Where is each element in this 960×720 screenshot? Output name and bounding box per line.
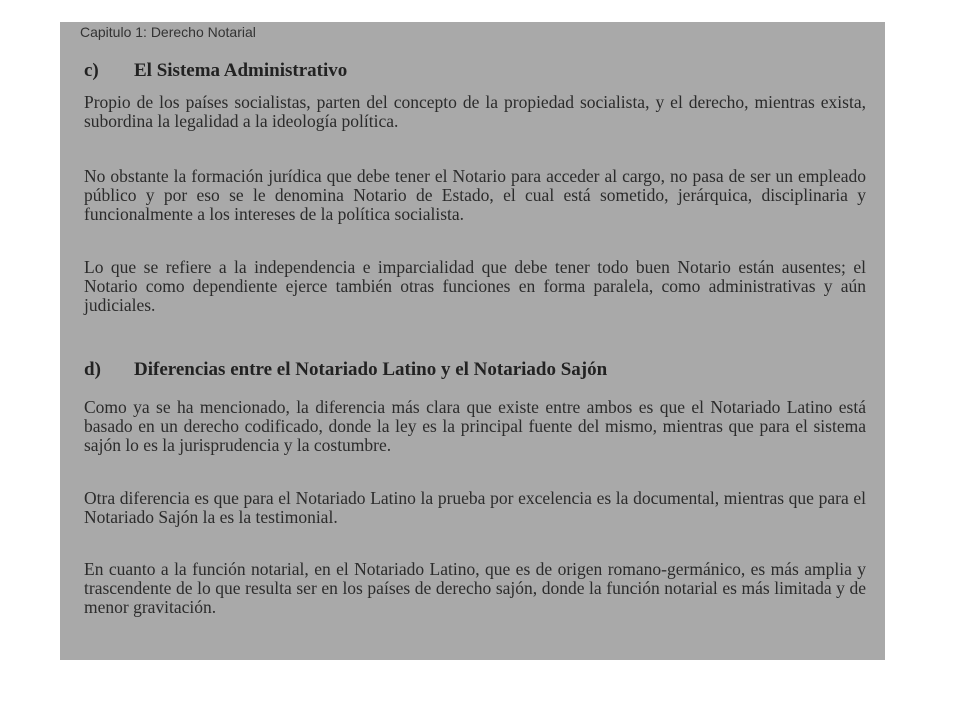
section-d-heading bbox=[84, 359, 607, 381]
section-d-title: Diferencias entre el Notariado Latino y el Notariado Sajón bbox=[134, 359, 608, 380]
section-d-letter: d) bbox=[84, 359, 101, 380]
section-c-title: El Sistema Administrativo bbox=[134, 60, 348, 81]
section-c-letter: c) bbox=[84, 60, 99, 81]
scanned-page bbox=[60, 22, 885, 660]
section-d-paragraph-3: En cuanto a la función notarial, en el Notariado Latino, que es de origen romano-germánico, es más amplia y trascendente de lo que resulta ser en los países de derecho sajón, donde la función notarial es más limitada y de menor gravitación. bbox=[84, 559, 866, 618]
section-d-paragraph-2: Otra diferencia es que para el Notariado Latino la prueba por excelencia es la documental, mientras que para el Notariado Sajón la es la testimonial. bbox=[84, 488, 866, 528]
section-c-paragraph-2: No obstante la formación jurídica que debe tener el Notario para acceder al cargo, no pasa de ser un empleado público y por eso se le denomina Notario de Estado, el cual está sometido, jerárquica, disciplinaria y funcionalmente a los intereses de la política socialista. bbox=[84, 166, 866, 225]
section-c-paragraph-3: Lo que se refiere a la independencia e imparcialidad que debe tener todo buen Notario están ausentes; el Notario como dependiente ejerce también otras funciones en forma paralela, como administrativas y aún judiciales. bbox=[84, 257, 866, 316]
running-header: Capitulo 1: Derecho Notarial bbox=[80, 24, 256, 40]
section-c-heading bbox=[84, 60, 347, 82]
section-d-paragraph-1: Como ya se ha mencionado, la diferencia más clara que existe entre ambos es que el Notariado Latino está basado en un derecho codificado, donde la ley es la principal fuente del mismo, mientras que para el sistema sajón lo es la jurisprudencia y la costumbre. bbox=[84, 397, 866, 456]
section-c-paragraph-1: Propio de los países socialistas, parten del concepto de la propiedad socialista, y el derecho, mientras exista, subordina la legalidad a la ideología política. bbox=[84, 92, 866, 132]
